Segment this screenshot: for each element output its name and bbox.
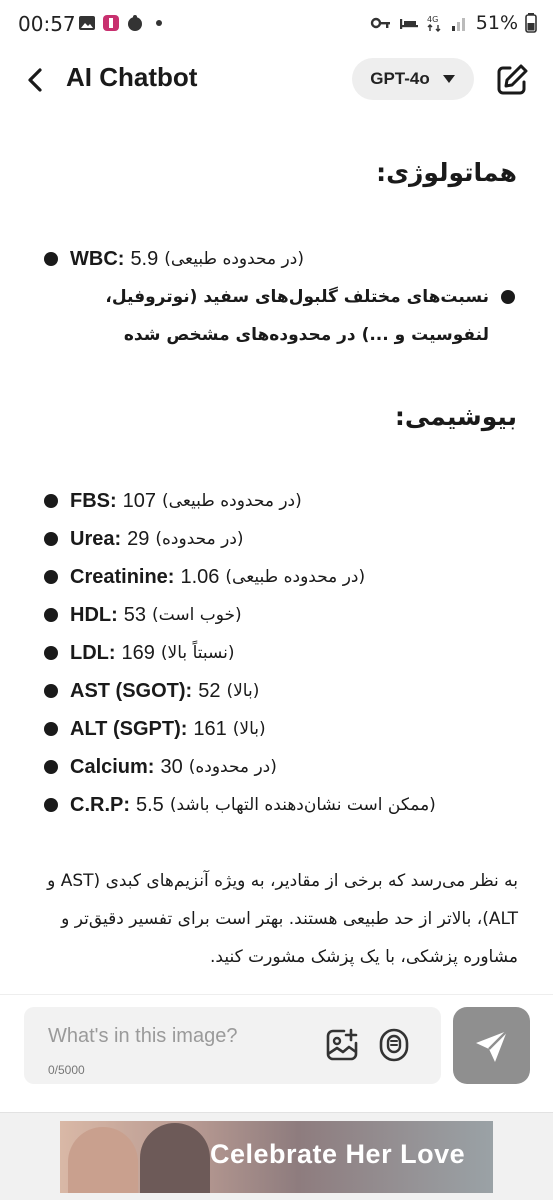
ad-image [68,1127,138,1193]
model-label: GPT-4o [370,69,430,88]
item-note: (در محدوده طبیعی) [225,567,366,587]
item-value: 30 [160,755,183,778]
microphone-icon[interactable] [378,1027,410,1063]
item-note: (در محدوده طبیعی) [162,491,302,511]
page-title: AI Chatbot [66,62,198,92]
signal-icon [451,14,469,32]
summary-paragraph: به نظر می‌رسد که برخی از مقادیر، به ویژه آنزیم‌های کبدی (AST و ALT)، بالاتر از حد طبیعی هستند. بهتر است برای تفسیر دقیق‌تر و مشاوره پزشکی، با یک پزشک مشورت کنید. [47,871,518,967]
status-time: 00:57 [18,12,76,36]
bed-icon [399,15,419,31]
list-item [44,638,235,668]
list-item [44,244,304,274]
list-item [44,562,365,592]
key-icon [370,15,392,31]
item-key: FBS: [70,489,117,512]
bullet-dot [44,494,58,508]
model-selector[interactable] [352,58,474,100]
list-item [44,790,436,820]
bullet-dot [44,684,58,698]
item-key: C.R.P: [70,793,130,816]
wbc-differential-text: نسبت‌های مختلف گلبول‌های سفید (نوتروفیل، لنفوسیت و ...) در محدوده‌های مشخص شده [105,287,489,345]
item-key: LDL: [70,641,116,664]
network-label: 4G [426,15,439,24]
hematology-heading: هماتولوژی: [376,158,517,187]
ad-banner[interactable] [60,1121,493,1193]
list-item [44,714,266,744]
app-icon [102,14,120,32]
char-count: 0/5000 [48,1063,85,1077]
item-value: 5.5 [136,793,164,816]
battery-icon [525,13,537,33]
battery-percent: 51% [475,12,518,34]
item-value: 5.9 [130,247,159,270]
item-value: 107 [122,489,157,512]
bullet-dot [44,760,58,774]
item-note: (بالا) [226,681,260,701]
item-value: 29 [127,527,150,550]
ad-area [0,1112,553,1200]
item-note: (ممکن است نشان‌دهنده التهاب باشد) [169,795,436,815]
item-value: 53 [123,603,147,626]
app-icon-2 [126,14,144,32]
back-arrow-icon[interactable] [20,64,52,96]
send-icon [472,1026,512,1066]
item-key: HDL: [70,603,118,626]
bullet-dot [44,532,58,546]
list-item [44,524,244,554]
list-item [44,752,277,782]
edit-icon[interactable] [494,62,530,98]
ad-image [140,1123,210,1193]
item-key: Creatinine: [70,565,175,588]
ad-text: Celebrate Her Love [210,1139,466,1169]
item-key: Urea: [70,527,122,550]
input-placeholder: What's in this image? [48,1025,238,1047]
bullet-dot [44,608,58,622]
status-right [370,12,537,34]
bullet-dot [44,570,58,584]
list-item-rtl [70,278,515,354]
bullet-dot [44,646,58,660]
dot-icon [150,14,168,32]
item-note: (در محدوده طبیعی) [164,249,304,269]
item-key: ALT (SGPT): [70,717,188,740]
item-value: 169 [121,641,155,664]
caret-down-icon [442,74,456,84]
item-key: AST (SGOT): [70,679,193,702]
bullet-dot [44,722,58,736]
app-header [0,52,553,108]
gallery-icon [78,14,96,32]
send-button[interactable] [453,1007,530,1084]
list-item [44,676,259,706]
item-key: WBC: [70,247,125,270]
item-key: Calcium: [70,755,155,778]
status-bar [0,0,553,52]
list-item [44,600,242,630]
composer [0,994,553,1108]
item-value: 161 [193,717,227,740]
bullet-dot [501,290,515,304]
bullet-dot [44,798,58,812]
item-note: (نسبتاً بالا) [160,643,235,663]
network-4g-icon [426,14,444,32]
item-note: (بالا) [232,719,266,739]
biochem-heading: بیوشیمی: [394,402,517,431]
item-note: (در محدوده) [155,529,244,549]
add-image-icon[interactable] [324,1027,360,1063]
chat-message [0,110,553,994]
item-value: 52 [198,679,221,702]
bullet-dot [44,252,58,266]
message-input[interactable] [24,1007,441,1084]
notification-icons [78,14,168,32]
item-note: (خوب است) [152,605,242,625]
item-note: (در محدوده) [188,757,277,777]
item-value: 1.06 [180,565,220,588]
list-item [44,486,302,516]
